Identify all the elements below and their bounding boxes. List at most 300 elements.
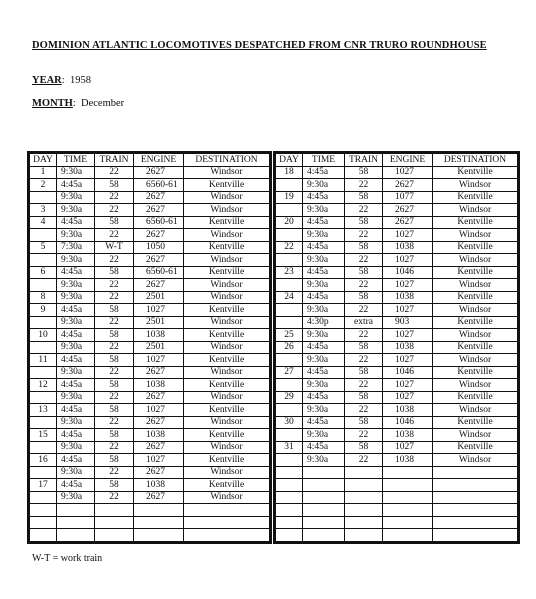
day-cell (276, 516, 303, 529)
destination-cell: Kentville (433, 241, 518, 254)
engine-cell: 1038 (134, 479, 184, 492)
time-cell: 4:45a (57, 429, 95, 442)
train-cell: 22 (345, 404, 383, 417)
table-row (276, 491, 518, 504)
time-cell: 4:45a (57, 329, 95, 342)
table-row (276, 191, 518, 204)
destination-cell (433, 504, 518, 517)
time-cell: 4:45a (303, 441, 345, 454)
destination-cell (433, 479, 518, 492)
table-row (30, 266, 270, 279)
day-cell (30, 441, 57, 454)
day-cell (276, 491, 303, 504)
engine-cell: 1027 (383, 354, 433, 367)
time-cell: 9:30a (303, 429, 345, 442)
table-row (276, 441, 518, 454)
time-cell: 9:30a (303, 379, 345, 392)
engine-cell: 1027 (383, 166, 433, 179)
time-cell: 4:45a (57, 354, 95, 367)
time-cell: 9:30a (57, 491, 95, 504)
train-cell: 58 (345, 341, 383, 354)
time-cell: 4:45a (303, 191, 345, 204)
table-row (30, 379, 270, 392)
table-row (276, 179, 518, 192)
train-cell (345, 479, 383, 492)
train-cell: 22 (345, 229, 383, 242)
train-cell (345, 491, 383, 504)
destination-cell: Windsor (433, 329, 518, 342)
day-cell (30, 391, 57, 404)
day-cell: 29 (276, 391, 303, 404)
table-row (30, 179, 270, 192)
engine-cell: 1027 (383, 254, 433, 267)
table-row (276, 266, 518, 279)
table-row (276, 466, 518, 479)
engine-cell (134, 504, 184, 517)
engine-cell (383, 516, 433, 529)
destination-cell: Windsor (433, 179, 518, 192)
day-cell (30, 504, 57, 517)
engine-cell: 6560-61 (134, 216, 184, 229)
day-cell: 2 (30, 179, 57, 192)
table-row (276, 516, 518, 529)
day-cell (276, 304, 303, 317)
time-cell: 4:45a (57, 379, 95, 392)
day-cell (276, 429, 303, 442)
engine-cell: 1027 (383, 329, 433, 342)
destination-cell: Windsor (184, 341, 270, 354)
time-cell: 4:45a (303, 391, 345, 404)
time-cell: 4:45a (57, 216, 95, 229)
destination-cell: Kentville (433, 341, 518, 354)
engine-cell: 1027 (383, 229, 433, 242)
destination-cell: Windsor (184, 279, 270, 292)
day-cell: 13 (30, 404, 57, 417)
train-cell: 58 (95, 179, 134, 192)
day-cell: 12 (30, 379, 57, 392)
engine-cell: 2627 (134, 204, 184, 217)
train-cell: 22 (345, 379, 383, 392)
destination-cell: Kentville (184, 454, 270, 467)
time-cell: 4:45a (57, 479, 95, 492)
train-cell: 58 (345, 441, 383, 454)
engine-cell: 2627 (134, 366, 184, 379)
day-cell: 10 (30, 329, 57, 342)
train-cell: 22 (95, 416, 134, 429)
engine-cell: 1077 (383, 191, 433, 204)
destination-cell: Kentville (184, 179, 270, 192)
time-cell: 9:30a (303, 204, 345, 217)
time-cell (57, 529, 95, 542)
day-cell: 17 (30, 479, 57, 492)
month-line: MONTH: December (32, 98, 125, 109)
engine-cell: 2627 (134, 441, 184, 454)
day-cell: 6 (30, 266, 57, 279)
year-value: 1958 (69, 75, 91, 86)
destination-cell (433, 466, 518, 479)
time-cell: 9:30a (303, 279, 345, 292)
day-cell (276, 229, 303, 242)
destination-cell: Windsor (433, 379, 518, 392)
table-row (276, 291, 518, 304)
destination-cell: Kentville (184, 304, 270, 317)
table-row (276, 379, 518, 392)
train-cell: 22 (95, 491, 134, 504)
table-row (276, 529, 518, 542)
time-cell: 7:30a (57, 241, 95, 254)
destination-cell: Kentville (433, 291, 518, 304)
engine-cell: 6560-61 (134, 266, 184, 279)
train-cell: 58 (95, 354, 134, 367)
train-cell: 22 (345, 429, 383, 442)
day-cell: 16 (30, 454, 57, 467)
train-cell: 58 (95, 266, 134, 279)
day-cell: 30 (276, 416, 303, 429)
train-cell: 22 (95, 279, 134, 292)
day-cell: 11 (30, 354, 57, 367)
table-row (276, 504, 518, 517)
table-row (276, 329, 518, 342)
table-row (30, 441, 270, 454)
table-row (276, 429, 518, 442)
destination-cell: Windsor (184, 391, 270, 404)
time-cell (57, 516, 95, 529)
engine-cell: 1027 (383, 391, 433, 404)
header-destination: DESTINATION (184, 154, 270, 167)
day-cell (30, 491, 57, 504)
train-cell: 22 (345, 304, 383, 317)
time-cell: 9:30a (57, 391, 95, 404)
time-cell: 9:30a (57, 229, 95, 242)
engine-cell: 903 (383, 316, 433, 329)
destination-cell: Kentville (433, 191, 518, 204)
table-row (30, 166, 270, 179)
train-cell: 22 (345, 329, 383, 342)
train-cell: 22 (345, 254, 383, 267)
engine-cell: 1038 (383, 241, 433, 254)
train-cell: 58 (345, 366, 383, 379)
destination-cell: Kentville (184, 479, 270, 492)
day-cell: 8 (30, 291, 57, 304)
destination-cell: Kentville (184, 329, 270, 342)
destination-cell: Windsor (184, 204, 270, 217)
table-row (276, 404, 518, 417)
table-row (30, 216, 270, 229)
right-table-body (276, 166, 518, 541)
right-table-container (273, 151, 520, 544)
time-cell: 9:30a (57, 466, 95, 479)
table-row (30, 254, 270, 267)
day-cell (276, 529, 303, 542)
time-cell: 4:45a (303, 291, 345, 304)
day-cell (276, 254, 303, 267)
destination-cell (184, 529, 270, 542)
engine-cell: 1027 (383, 379, 433, 392)
train-cell: 58 (345, 191, 383, 204)
engine-cell: 1027 (383, 304, 433, 317)
engine-cell (383, 529, 433, 542)
time-cell: 9:30a (303, 454, 345, 467)
destination-cell (433, 491, 518, 504)
month-value: December (81, 98, 125, 109)
engine-cell: 2501 (134, 291, 184, 304)
destination-cell: Kentville (184, 429, 270, 442)
train-cell: 22 (95, 466, 134, 479)
destination-cell: Windsor (433, 429, 518, 442)
train-cell: 22 (95, 316, 134, 329)
destination-cell (184, 504, 270, 517)
table-row (276, 204, 518, 217)
footnote: W-T = work train (32, 553, 103, 564)
table-row (30, 366, 270, 379)
header-train: TRAIN (345, 154, 383, 167)
table-row (276, 354, 518, 367)
train-cell: 58 (95, 329, 134, 342)
time-cell: 9:30a (303, 254, 345, 267)
time-cell: 4:30p (303, 316, 345, 329)
table-row (30, 416, 270, 429)
day-cell (30, 254, 57, 267)
train-cell: 58 (95, 404, 134, 417)
destination-cell: Kentville (433, 216, 518, 229)
time-cell: 4:45a (57, 304, 95, 317)
header-row (30, 154, 270, 167)
engine-cell: 2627 (134, 279, 184, 292)
day-cell (276, 316, 303, 329)
time-cell: 9:30a (57, 316, 95, 329)
destination-cell: Windsor (184, 291, 270, 304)
destination-cell: Windsor (433, 454, 518, 467)
train-cell: 58 (345, 266, 383, 279)
time-cell (303, 529, 345, 542)
table-row (30, 341, 270, 354)
time-cell: 4:45a (303, 266, 345, 279)
train-cell: 22 (95, 366, 134, 379)
table-row (30, 404, 270, 417)
time-cell: 4:45a (303, 416, 345, 429)
train-cell: 22 (345, 179, 383, 192)
destination-cell (433, 516, 518, 529)
table-row (30, 229, 270, 242)
day-cell (276, 454, 303, 467)
train-cell: 22 (95, 204, 134, 217)
engine-cell: 1027 (134, 304, 184, 317)
day-cell: 4 (30, 216, 57, 229)
table-row (30, 491, 270, 504)
time-cell: 4:45a (303, 241, 345, 254)
time-cell: 9:30a (57, 191, 95, 204)
destination-cell: Kentville (433, 316, 518, 329)
day-cell (276, 204, 303, 217)
destination-cell: Windsor (433, 404, 518, 417)
engine-cell: 2627 (134, 491, 184, 504)
destination-cell: Windsor (184, 491, 270, 504)
train-cell: 22 (345, 279, 383, 292)
destination-cell: Windsor (184, 254, 270, 267)
day-cell: 27 (276, 366, 303, 379)
table-row (276, 454, 518, 467)
train-cell: 58 (95, 304, 134, 317)
time-cell: 4:45a (303, 166, 345, 179)
train-cell: 22 (95, 191, 134, 204)
day-cell: 1 (30, 166, 57, 179)
month-label: MONTH (32, 98, 73, 109)
destination-cell: Kentville (433, 166, 518, 179)
day-cell (30, 279, 57, 292)
day-cell: 18 (276, 166, 303, 179)
train-cell (345, 529, 383, 542)
engine-cell: 1027 (383, 279, 433, 292)
train-cell: 58 (345, 216, 383, 229)
engine-cell (383, 479, 433, 492)
day-cell (30, 341, 57, 354)
table-row (276, 304, 518, 317)
engine-cell: 1038 (134, 429, 184, 442)
destination-cell: Kentville (433, 416, 518, 429)
document-title: DOMINION ATLANTIC LOCOMOTIVES DESPATCHED FROM CNR TRURO ROUNDHOUSE (32, 40, 487, 51)
table-row (30, 479, 270, 492)
table-row (30, 204, 270, 217)
destination-cell: Windsor (433, 304, 518, 317)
table-row (30, 304, 270, 317)
destination-cell: Kentville (184, 216, 270, 229)
day-cell: 24 (276, 291, 303, 304)
train-cell: 22 (345, 454, 383, 467)
day-cell (30, 416, 57, 429)
year-label: YEAR (32, 75, 62, 86)
header-day: DAY (30, 154, 57, 167)
train-cell (345, 466, 383, 479)
header-destination: DESTINATION (433, 154, 518, 167)
day-cell (30, 316, 57, 329)
engine-cell: 2627 (134, 391, 184, 404)
time-cell: 9:30a (57, 441, 95, 454)
day-cell: 5 (30, 241, 57, 254)
engine-cell: 1038 (383, 404, 433, 417)
day-cell: 31 (276, 441, 303, 454)
engine-cell: 1027 (383, 441, 433, 454)
engine-cell: 2501 (134, 316, 184, 329)
engine-cell: 1027 (134, 454, 184, 467)
time-cell: 9:30a (303, 229, 345, 242)
table-row (276, 254, 518, 267)
destination-cell: Kentville (433, 441, 518, 454)
engine-cell: 2627 (383, 216, 433, 229)
table-row (30, 529, 270, 542)
engine-cell: 2627 (134, 254, 184, 267)
train-cell: 22 (95, 166, 134, 179)
train-cell: 58 (95, 454, 134, 467)
train-cell: 58 (345, 241, 383, 254)
table-row (276, 216, 518, 229)
train-cell (95, 529, 134, 542)
day-cell (276, 404, 303, 417)
engine-cell: 1038 (383, 429, 433, 442)
engine-cell: 2627 (134, 466, 184, 479)
train-cell (95, 504, 134, 517)
year-line: YEAR: 1958 (32, 75, 91, 86)
train-cell: W-T (95, 241, 134, 254)
train-cell: 58 (95, 379, 134, 392)
engine-cell: 1038 (134, 379, 184, 392)
table-row (30, 466, 270, 479)
table-row (30, 191, 270, 204)
engine-cell: 1046 (383, 366, 433, 379)
engine-cell: 2627 (383, 179, 433, 192)
time-cell: 4:45a (57, 179, 95, 192)
train-cell: 58 (345, 391, 383, 404)
time-cell: 9:30a (57, 291, 95, 304)
train-cell: 58 (95, 216, 134, 229)
train-cell (345, 516, 383, 529)
engine-cell: 1038 (383, 291, 433, 304)
day-cell (276, 179, 303, 192)
destination-cell: Windsor (184, 366, 270, 379)
engine-cell: 1050 (134, 241, 184, 254)
destination-cell: Windsor (184, 316, 270, 329)
destination-cell: Windsor (184, 166, 270, 179)
table-row (30, 316, 270, 329)
time-cell (303, 466, 345, 479)
header-time: TIME (303, 154, 345, 167)
destination-cell: Kentville (184, 379, 270, 392)
day-cell (276, 504, 303, 517)
train-cell: 58 (345, 166, 383, 179)
table-row (276, 279, 518, 292)
train-cell: 58 (95, 479, 134, 492)
day-cell: 9 (30, 304, 57, 317)
destination-cell: Windsor (433, 354, 518, 367)
time-cell: 9:30a (303, 404, 345, 417)
day-cell (30, 366, 57, 379)
time-cell (303, 479, 345, 492)
destination-cell: Windsor (184, 229, 270, 242)
table-row (30, 241, 270, 254)
time-cell (303, 504, 345, 517)
train-cell: 58 (95, 429, 134, 442)
day-cell (30, 529, 57, 542)
left-table-body (30, 166, 270, 541)
table-row (30, 391, 270, 404)
day-cell (30, 191, 57, 204)
day-cell: 22 (276, 241, 303, 254)
day-cell: 19 (276, 191, 303, 204)
table-row (30, 516, 270, 529)
train-cell: 22 (95, 254, 134, 267)
left-dispatch-table (29, 153, 270, 542)
train-cell: 22 (95, 441, 134, 454)
day-cell: 25 (276, 329, 303, 342)
time-cell: 4:45a (303, 341, 345, 354)
day-cell: 23 (276, 266, 303, 279)
train-cell: 22 (95, 291, 134, 304)
engine-cell (383, 491, 433, 504)
table-row (30, 429, 270, 442)
header-engine: ENGINE (134, 154, 184, 167)
header-train: TRAIN (95, 154, 134, 167)
right-dispatch-table (275, 153, 518, 542)
table-row (276, 479, 518, 492)
engine-cell: 1046 (383, 416, 433, 429)
engine-cell: 1038 (134, 329, 184, 342)
destination-cell: Kentville (433, 391, 518, 404)
table-row (30, 329, 270, 342)
time-cell: 4:45a (57, 404, 95, 417)
table-row (276, 416, 518, 429)
train-cell: extra (345, 316, 383, 329)
engine-cell: 2627 (134, 191, 184, 204)
destination-cell: Windsor (184, 191, 270, 204)
